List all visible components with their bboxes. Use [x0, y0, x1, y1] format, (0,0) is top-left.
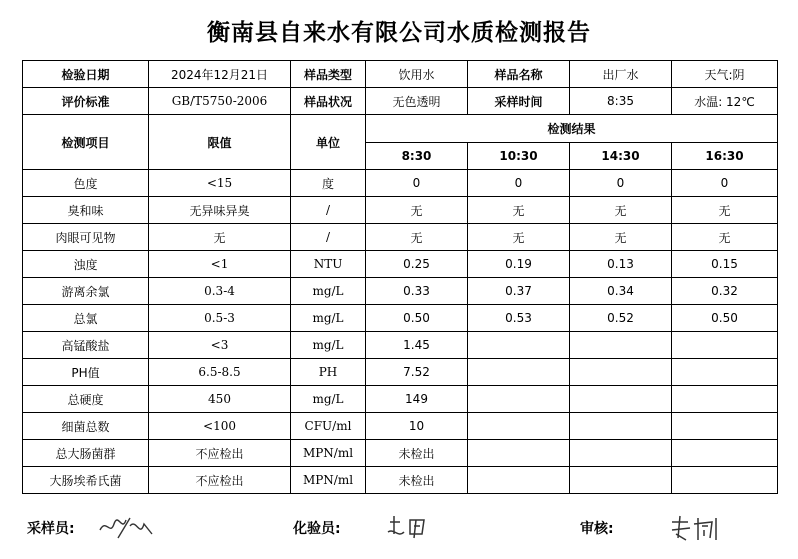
table-row	[23, 278, 778, 305]
table-row	[23, 332, 778, 359]
result-value: 0.13	[570, 251, 672, 278]
unit-value: NTU	[291, 251, 366, 278]
unit-value: MPN/ml	[291, 467, 366, 494]
item-name: 总氯	[23, 305, 149, 332]
item-name: 大肠埃希氏菌	[23, 467, 149, 494]
unit-value: mg/L	[291, 386, 366, 413]
unit-value: mg/L	[291, 305, 366, 332]
result-value: 10	[366, 413, 468, 440]
unit-value: 度	[291, 170, 366, 197]
time-header: 16:30	[672, 142, 778, 170]
item-name: 总大肠菌群	[23, 440, 149, 467]
result-value	[570, 359, 672, 386]
time-header: 10:30	[468, 142, 570, 170]
result-value: 0	[570, 170, 672, 197]
limit-value: 无异味异臭	[149, 197, 291, 224]
sampler-label: 采样员:	[27, 521, 75, 537]
item-name: 臭和味	[23, 197, 149, 224]
unit-value: /	[291, 197, 366, 224]
result-value: 7.52	[366, 359, 468, 386]
result-value: 0.34	[570, 278, 672, 305]
limit-value: <100	[149, 413, 291, 440]
item-name: 高锰酸盐	[23, 332, 149, 359]
table-row	[23, 170, 778, 197]
limit-value: 不应检出	[149, 467, 291, 494]
reviewer-label: 审核:	[580, 521, 614, 537]
limit-value: 无	[149, 224, 291, 251]
result-value	[672, 467, 778, 494]
result-value: 0	[672, 170, 778, 197]
limit-value: <3	[149, 332, 291, 359]
table-row	[23, 467, 778, 494]
result-value	[468, 440, 570, 467]
limit-value: 不应检出	[149, 440, 291, 467]
unit-value: PH	[291, 359, 366, 386]
result-value: 0.19	[468, 251, 570, 278]
result-value: 无	[468, 224, 570, 251]
result-value: 无	[672, 197, 778, 224]
result-value: 0.33	[366, 278, 468, 305]
limit-value: 0.3-4	[149, 278, 291, 305]
sample-name-label: 样品名称	[468, 61, 570, 88]
standard-value: GB/T5750-2006	[149, 88, 291, 115]
header-row-1	[23, 115, 778, 143]
table-row	[23, 440, 778, 467]
item-name: 游离余氯	[23, 278, 149, 305]
limit-value: <15	[149, 170, 291, 197]
item-name: 肉眼可见物	[23, 224, 149, 251]
result-value	[570, 332, 672, 359]
result-value: 0.53	[468, 305, 570, 332]
date-label: 检验日期	[23, 61, 149, 88]
limit-value: 6.5-8.5	[149, 359, 291, 386]
result-value	[468, 467, 570, 494]
tester-label: 化验员:	[293, 521, 341, 537]
col-header-results: 检测结果	[366, 115, 778, 143]
result-value: 0.25	[366, 251, 468, 278]
result-value: 无	[672, 224, 778, 251]
item-name: 浊度	[23, 251, 149, 278]
result-value: 无	[366, 197, 468, 224]
item-name: 细菌总数	[23, 413, 149, 440]
result-value	[468, 413, 570, 440]
result-value: 无	[366, 224, 468, 251]
sample-condition-label: 样品状况	[291, 88, 366, 115]
col-header-item: 检测项目	[23, 115, 149, 170]
sampling-time-label: 采样时间	[468, 88, 570, 115]
unit-value: CFU/ml	[291, 413, 366, 440]
item-name: 总硬度	[23, 386, 149, 413]
table-row	[23, 386, 778, 413]
result-value: 无	[570, 224, 672, 251]
result-value: 未检出	[366, 467, 468, 494]
table-row	[23, 197, 778, 224]
result-value: 未检出	[366, 440, 468, 467]
limit-value: 450	[149, 386, 291, 413]
sample-name-value: 出厂水	[570, 61, 672, 88]
result-value: 0	[468, 170, 570, 197]
weather-value: 天气:阴	[672, 61, 778, 88]
sampler-signature	[96, 512, 156, 542]
sample-condition-value: 无色透明	[366, 88, 468, 115]
result-value	[672, 440, 778, 467]
item-name: PH值	[23, 359, 149, 386]
result-value: 149	[366, 386, 468, 413]
sample-type-label: 样品类型	[291, 61, 366, 88]
sampling-time-value: 8:35	[570, 88, 672, 115]
unit-value: MPN/ml	[291, 440, 366, 467]
result-rows	[23, 170, 778, 494]
unit-value: mg/L	[291, 278, 366, 305]
date-value: 2024年12月21日	[149, 61, 291, 88]
sample-type-value: 饮用水	[366, 61, 468, 88]
item-name: 色度	[23, 170, 149, 197]
unit-value: /	[291, 224, 366, 251]
result-value	[468, 359, 570, 386]
limit-value: 0.5-3	[149, 305, 291, 332]
result-value: 0.32	[672, 278, 778, 305]
info-row-1	[23, 61, 778, 88]
time-header: 8:30	[366, 142, 468, 170]
result-value: 0.52	[570, 305, 672, 332]
table-row	[23, 305, 778, 332]
result-value	[672, 386, 778, 413]
result-value	[570, 413, 672, 440]
report-title: 衡南县自来水有限公司水质检测报告	[207, 20, 591, 46]
result-value	[672, 359, 778, 386]
table-row	[23, 413, 778, 440]
result-value: 0.37	[468, 278, 570, 305]
standard-label: 评价标准	[23, 88, 149, 115]
result-value: 1.45	[366, 332, 468, 359]
time-header: 14:30	[570, 142, 672, 170]
result-value: 0	[366, 170, 468, 197]
result-value: 0.50	[366, 305, 468, 332]
result-value: 0.15	[672, 251, 778, 278]
result-value	[570, 386, 672, 413]
reviewer-signature	[668, 512, 724, 544]
result-value: 无	[468, 197, 570, 224]
table-row	[23, 359, 778, 386]
result-value	[468, 332, 570, 359]
table-row	[23, 224, 778, 251]
info-row-2	[23, 88, 778, 115]
table-row	[23, 251, 778, 278]
col-header-unit: 单位	[291, 115, 366, 170]
result-value	[570, 440, 672, 467]
limit-value: <1	[149, 251, 291, 278]
water-quality-table	[22, 60, 778, 494]
water-temp-value: 水温: 12℃	[672, 88, 778, 115]
col-header-limit: 限值	[149, 115, 291, 170]
result-value: 0.50	[672, 305, 778, 332]
result-value	[672, 413, 778, 440]
unit-value: mg/L	[291, 332, 366, 359]
result-value	[672, 332, 778, 359]
tester-signature	[386, 512, 436, 542]
result-value	[468, 386, 570, 413]
result-value	[570, 467, 672, 494]
result-value: 无	[570, 197, 672, 224]
